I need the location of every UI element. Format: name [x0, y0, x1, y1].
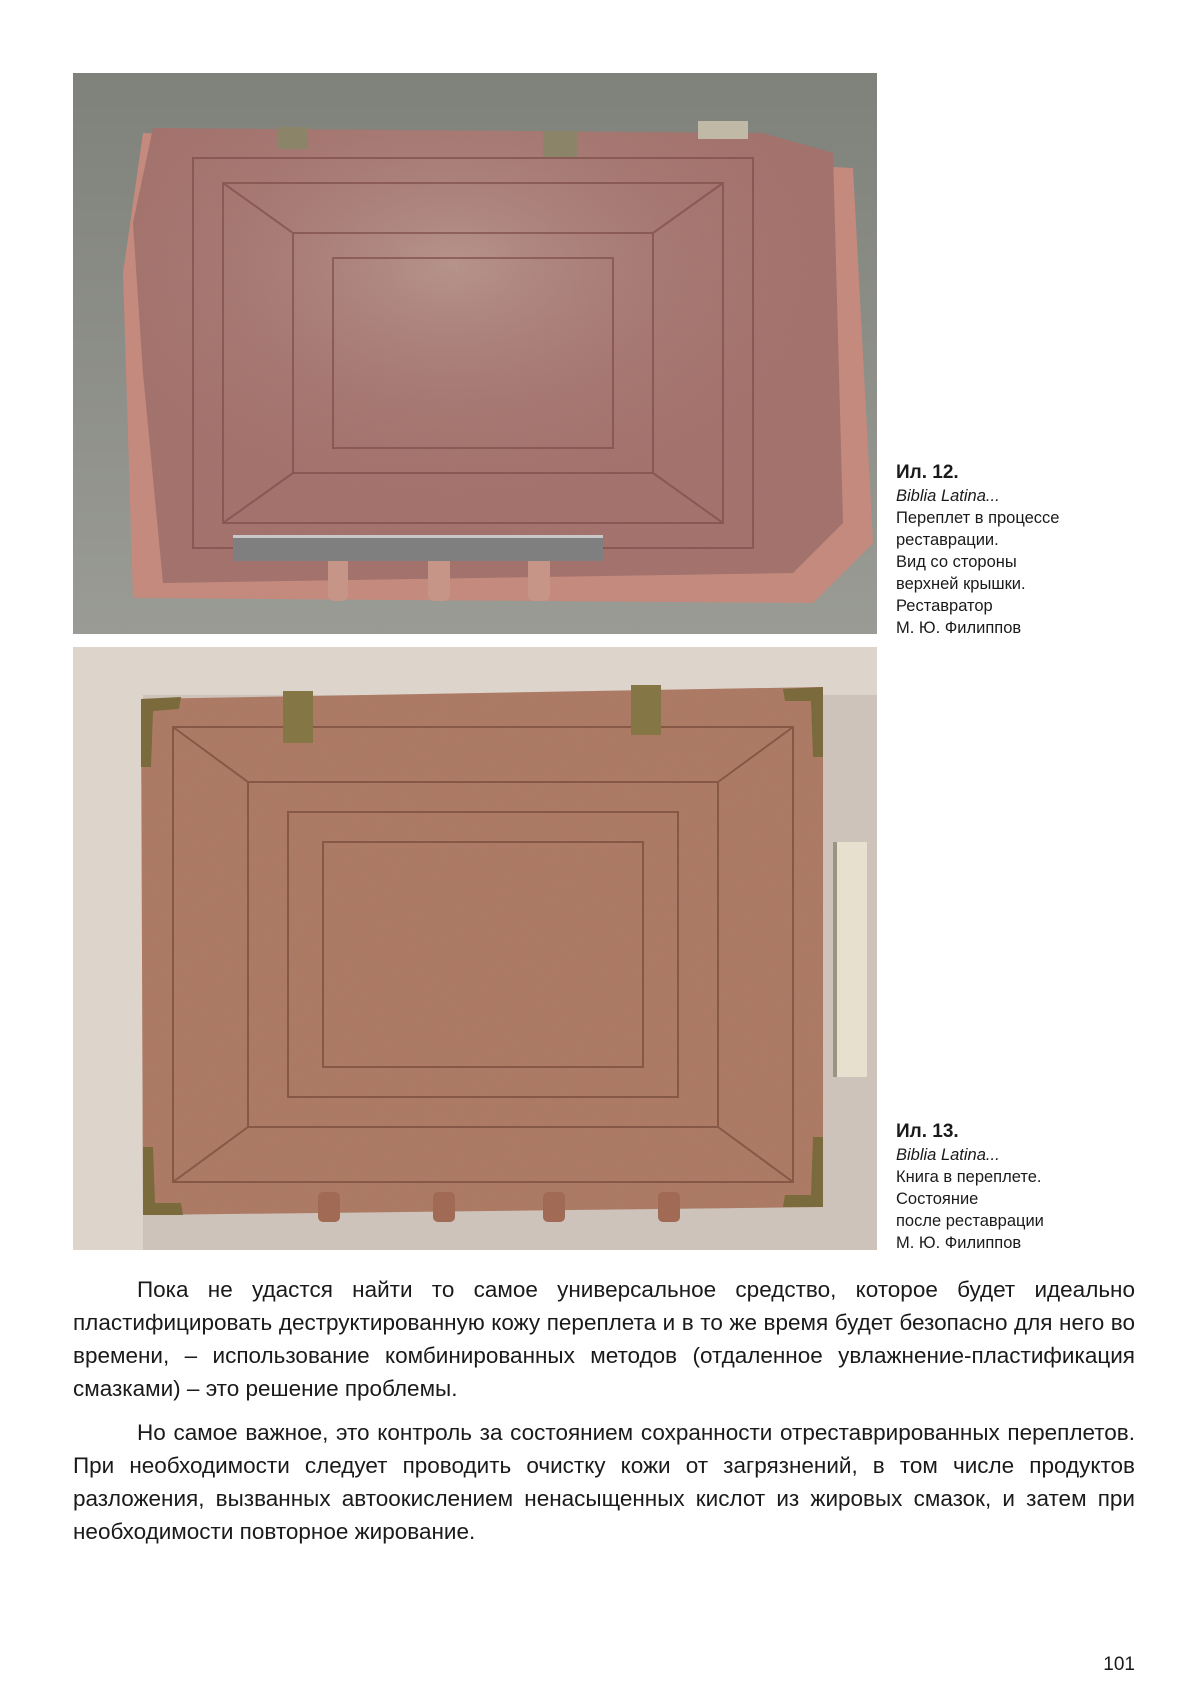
body-paragraph-2 — [73, 1416, 1135, 1548]
figure-12-caption-line: Реставратор — [896, 597, 993, 615]
restored-book-binding-image — [73, 647, 877, 1250]
figure-12-caption-line: реставрации. — [896, 531, 999, 549]
body-paragraph-1 — [73, 1273, 1135, 1405]
figure-13-caption-line: Состояние — [896, 1190, 979, 1208]
figure-13-caption-line: М. Ю. Филиппов — [896, 1234, 1022, 1252]
figure-12-caption-line: верхней крышки. — [896, 575, 1026, 593]
paragraph-text: Но самое важное, это контроль за состоянием сохранности отреставрированных переплетов. При необходимости следует проводить очистку кожи от загрязнений, в том числе продуктов разложения, вызванных автоокислением ненасыщенных кислот из жировых смазок, и затем при необходимости повторное жирование. — [73, 1420, 1135, 1544]
figure-12-caption-line: М. Ю. Филиппов — [896, 619, 1022, 637]
figure-12-photo — [73, 73, 877, 634]
figure-13-caption-line: после реставрации — [896, 1212, 1044, 1230]
figure-13-label: Ил. 13. — [896, 1121, 959, 1142]
figure-12-caption-line: Вид со стороны — [896, 553, 1017, 571]
figure-12-label: Ил. 12. — [896, 462, 959, 483]
figure-12-title: Biblia Latina... — [896, 487, 1000, 505]
figure-12-caption — [896, 461, 1196, 639]
paragraph-text: Пока не удастся найти то самое универсальное средство, которое будет идеально пластифицировать деструктированную кожу переплета и в то же время будет безопасно для него во времени, – использование комбинированных методов (отдаленное увлажнение-пластификация смазками) – это решение проблемы. — [73, 1277, 1135, 1401]
book-binding-during-restoration-image — [73, 73, 877, 634]
figure-13-photo — [73, 647, 877, 1250]
page-number: 101 — [1103, 1654, 1135, 1675]
figure-13-title: Biblia Latina... — [896, 1146, 1000, 1164]
figure-13-caption-line: Книга в переплете. — [896, 1168, 1042, 1186]
figure-12-caption-line: Переплет в процессе — [896, 509, 1060, 527]
figure-13-caption — [896, 1120, 1196, 1254]
